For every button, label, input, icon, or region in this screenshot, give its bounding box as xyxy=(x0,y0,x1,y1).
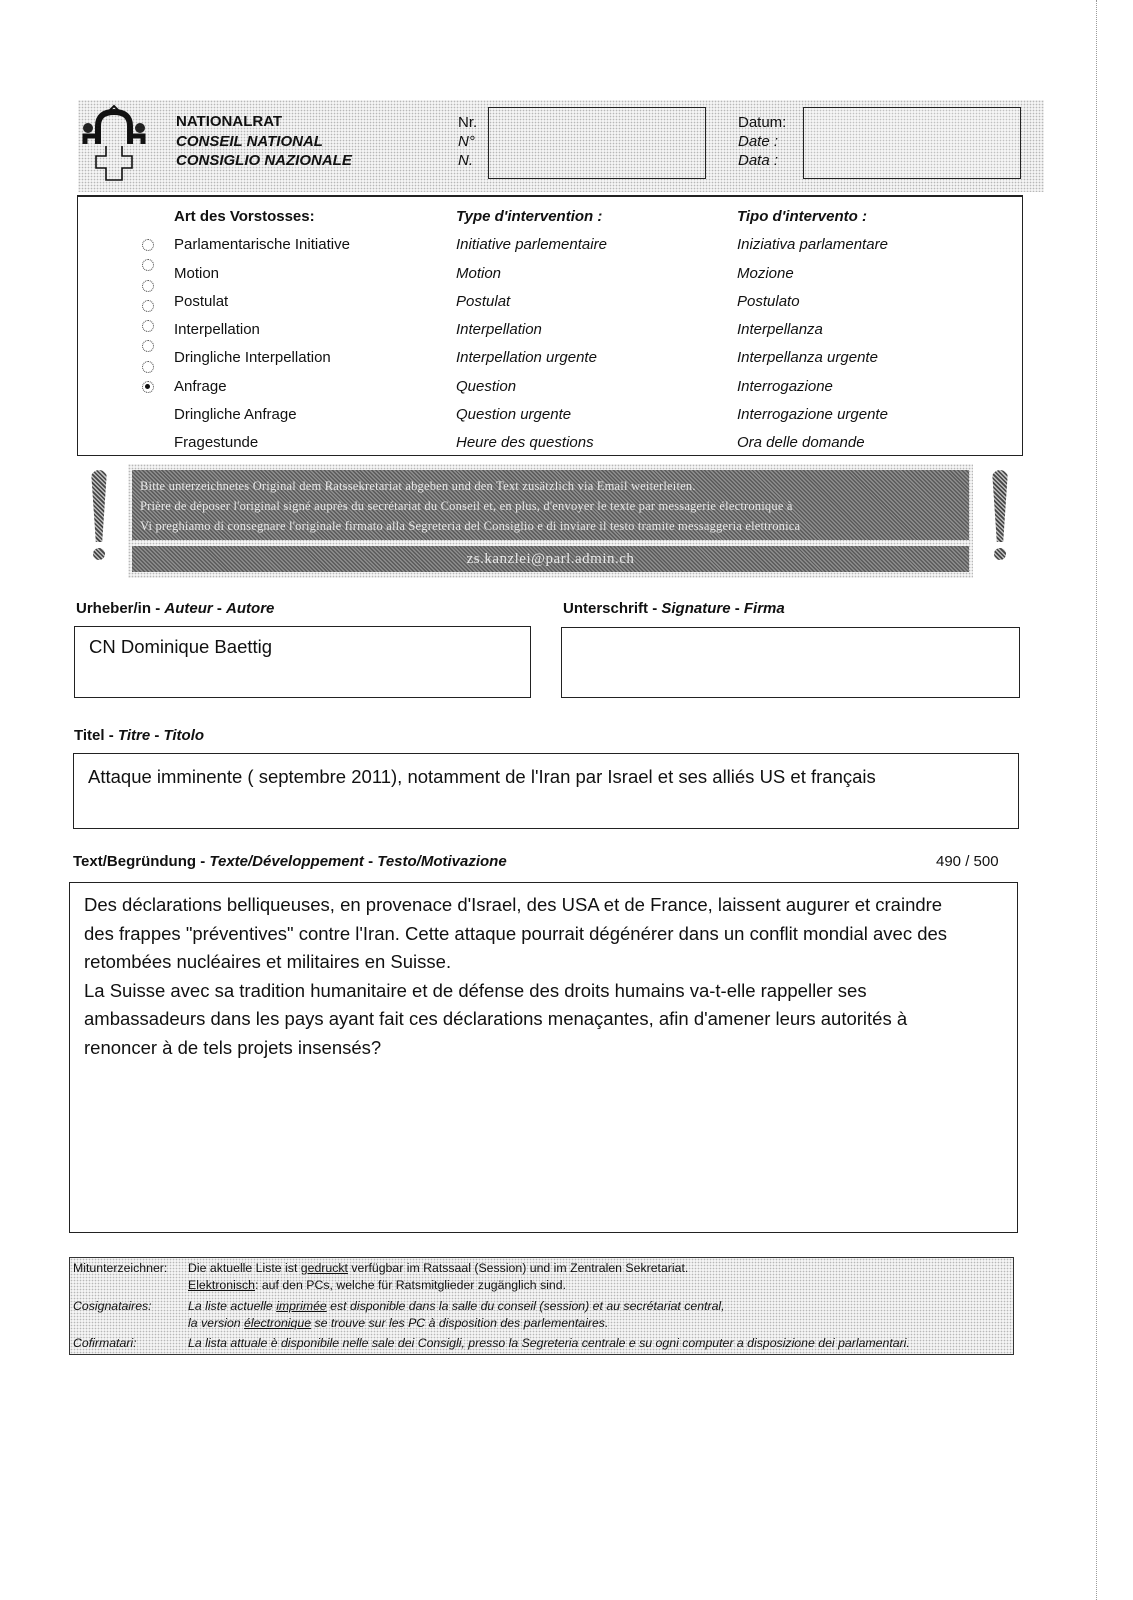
notice-banner xyxy=(128,464,973,578)
option-label: Motion xyxy=(456,264,502,282)
intervention-type-group xyxy=(77,195,1023,456)
text-line: La Suisse avec sa tradition humanitaire et de défense des droits humains va-t-elle rappeller ses xyxy=(84,979,867,1001)
intervention-column-fr xyxy=(456,203,607,458)
exclamation-icon-right xyxy=(989,470,1011,560)
option-label: Mozione xyxy=(737,264,794,282)
notice-email-link[interactable]: zs.kanzlei@parl.admin.ch xyxy=(132,546,969,572)
radio-interpellation[interactable] xyxy=(142,300,154,312)
notice-line-fr: Prière de déposer l'original signé auprès du secrétariat du Conseil et, en plus, d'envoyer le texte par messagerie électronique à xyxy=(140,499,793,513)
author-label-it: Autore xyxy=(226,600,275,617)
option-label: Interpellation xyxy=(456,321,542,339)
cosigners-info: Mitunterzeichner: Die aktuelle Liste ist gedruckt verfügbar im Ratssaal (Session) und im Zentralen Sekretariat. Elektronisch: auf den PCs, welche für Ratsmitglieder zugänglich sind. Cosignataires: La liste actuelle imprimée est disponible dans la salle du conseil (session) et au secrétariat central, la version électronique se trouve sur les PC à disposition des parlementaires. Cofirmatari: La lista attuale è disponibile nelle sale dei Consigli, presso la Segreteria centrale e su ogni computer a disposizione dei parlamentari. xyxy=(69,1257,1014,1355)
option-label[interactable]: Dringliche Interpellation xyxy=(174,349,331,367)
intervention-header-de: Art des Vorstosses: xyxy=(174,208,315,225)
org-name-it: CONSIGLIO NAZIONALE xyxy=(176,152,352,169)
radio-parliamentary-initiative[interactable] xyxy=(142,239,154,251)
scan-edge-line xyxy=(1096,0,1097,1600)
option-label: Interpellanza urgente xyxy=(737,349,878,367)
text-body xyxy=(70,883,1017,1072)
intervention-header-fr: Type d'intervention : xyxy=(456,208,603,225)
text-label: Text/Begründung - Texte/Développement - Testo/Motivazione xyxy=(73,853,507,870)
signature-label-fr: Signature xyxy=(661,600,731,617)
org-name-fr: CONSEIL NATIONAL xyxy=(176,132,323,150)
title-label-fr: Titre xyxy=(117,727,151,744)
title-label-it: Titolo xyxy=(163,727,205,744)
option-label[interactable]: Postulat xyxy=(174,292,229,310)
author-value: CN Dominique Baettig xyxy=(89,636,273,657)
option-label[interactable]: Motion xyxy=(174,264,220,282)
notice-text xyxy=(132,470,969,540)
text-line: ambassadeurs dans les pays ayant fait ces déclarations menaçantes, afin d'amener leurs autorités à xyxy=(84,1008,908,1029)
cosigners-key-it: Cofirmatari: xyxy=(73,1336,137,1350)
text-line: retombées nucléaires et militaires en Suisse. xyxy=(84,951,452,972)
option-label: Interrogazione urgente xyxy=(737,406,888,424)
number-label-it: N. xyxy=(458,152,473,169)
author-label-fr: Auteur xyxy=(164,600,213,617)
organization-name xyxy=(176,112,352,171)
option-label: Question urgente xyxy=(456,406,572,424)
radio-question[interactable] xyxy=(142,340,154,352)
signature-label: Unterschrift - Signature - Firma xyxy=(563,600,785,617)
option-label[interactable]: Parlamentarische Initiative xyxy=(174,236,350,254)
number-labels xyxy=(458,113,477,170)
exclamation-icon-left xyxy=(88,470,110,560)
text-field[interactable] xyxy=(69,882,1018,1233)
author-label: Urheber/in - Auteur - Autore xyxy=(76,600,275,617)
option-label[interactable]: Anfrage xyxy=(174,377,227,395)
text-label-it: Testo/Motivazione xyxy=(377,853,507,870)
number-field[interactable] xyxy=(488,107,706,179)
author-label-de: Urheber/in xyxy=(76,600,152,617)
notice-line-it: Vi preghiamo di consegnare l'originale firmato alla Segreteria del Consiglio e di inviare il testo tramite messaggeria elettronica xyxy=(140,519,801,533)
date-label-fr: Date : xyxy=(738,133,779,150)
signature-field[interactable] xyxy=(561,627,1020,698)
option-label: Ora delle domande xyxy=(737,434,865,452)
title-field[interactable] xyxy=(73,753,1019,829)
option-label: Initiative parlementaire xyxy=(456,236,607,254)
intervention-column-de xyxy=(174,203,350,458)
title-label-de: Titel xyxy=(74,727,105,744)
org-name-de: NATIONALRAT xyxy=(176,113,283,130)
option-label: Question xyxy=(456,377,517,395)
title-label: Titel - Titre - Titolo xyxy=(74,727,205,744)
option-label: Postulat xyxy=(456,292,511,310)
date-label-de: Datum: xyxy=(738,114,787,131)
radio-motion[interactable] xyxy=(142,259,154,271)
text-label-fr: Texte/Développement xyxy=(209,853,364,870)
character-counter: 490 / 500 xyxy=(936,853,999,870)
date-label-it: Data : xyxy=(738,152,779,169)
title-value: Attaque imminente ( septembre 2011), notamment de l'Iran par Israel et ses alliés US et français xyxy=(88,766,876,787)
option-label[interactable]: Fragestunde xyxy=(174,434,259,452)
option-label[interactable]: Dringliche Anfrage xyxy=(174,406,297,424)
number-label-de: Nr. xyxy=(458,114,478,131)
option-label: Postulato xyxy=(737,292,800,310)
intervention-header-it: Tipo d'intervento : xyxy=(737,208,867,225)
option-label: Heure des questions xyxy=(456,434,594,452)
option-label: Iniziativa parlamentare xyxy=(737,236,888,254)
text-line: des frappes "préventives" contre l'Iran. Cette attaque pourrait dégénérer dans un conflit mondial avec des xyxy=(84,922,948,944)
notice-line-de: Bitte unterzeichnetes Original dem Ratssekretariat abgeben und den Text zusätzlich via Email weiterleiten. xyxy=(140,479,696,493)
text-line: Des déclarations belliqueuses, en provenace d'Israel, des USA et de France, laissent augurer et craindre xyxy=(84,894,943,915)
option-label: Interpellation urgente xyxy=(456,349,597,367)
intervention-column-it xyxy=(737,203,888,458)
signature-label-it: Firma xyxy=(743,600,785,617)
date-field[interactable] xyxy=(803,107,1021,179)
form-header xyxy=(78,100,1044,192)
radio-question-time[interactable] xyxy=(142,381,154,393)
text-label-de: Text/Begründung xyxy=(73,853,197,870)
number-label-fr: N° xyxy=(458,133,475,150)
intervention-radio-group xyxy=(142,231,154,401)
radio-urgent-interpellation[interactable] xyxy=(142,320,154,332)
date-labels xyxy=(738,113,786,170)
parliament-logo-icon xyxy=(82,104,146,184)
option-label[interactable]: Interpellation xyxy=(174,321,260,339)
radio-postulate[interactable] xyxy=(142,280,154,292)
cosigners-key-fr: Cosignataires: xyxy=(73,1299,152,1313)
cosigners-key-de: Mitunterzeichner: xyxy=(73,1261,168,1275)
text-line: renoncer à de tels projets insensés? xyxy=(84,1036,382,1058)
radio-urgent-question[interactable] xyxy=(142,361,154,373)
option-label: Interrogazione xyxy=(737,377,833,395)
author-field[interactable] xyxy=(74,626,531,698)
signature-label-de: Unterschrift xyxy=(563,600,649,617)
option-label: Interpellanza xyxy=(737,321,823,339)
